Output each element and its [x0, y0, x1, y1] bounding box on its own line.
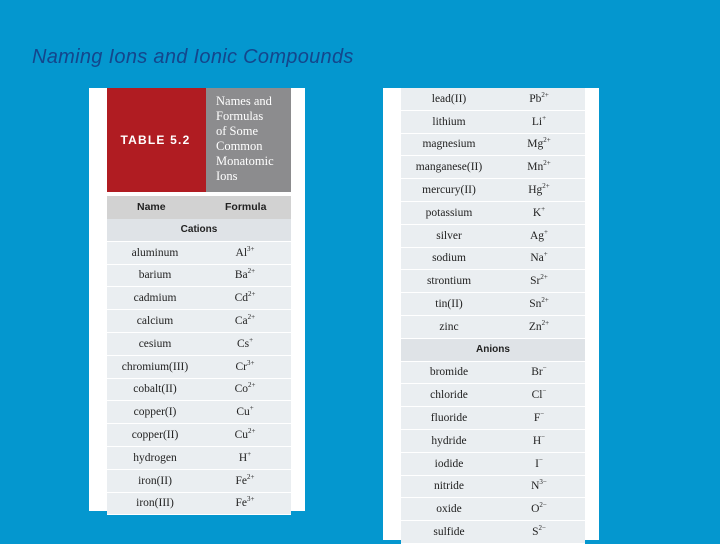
- ion-name: magnesium: [422, 138, 476, 151]
- ion-charge: +: [543, 250, 548, 259]
- table-row: [401, 476, 585, 499]
- table-row: [107, 356, 291, 379]
- ion-formula: K+: [532, 204, 546, 219]
- ion-name: fluoride: [430, 412, 468, 425]
- table-row: [401, 88, 585, 111]
- right-table-body: [401, 88, 585, 544]
- table-row: [401, 453, 585, 476]
- section-header-row: Anions: [401, 339, 585, 362]
- ion-charge: −: [542, 387, 547, 396]
- ion-formula: $Fe^{3+}$: [235, 495, 255, 510]
- ion-formula: Li+: [531, 113, 547, 128]
- table-row: [401, 521, 585, 544]
- ion-name: aluminum: [131, 246, 179, 259]
- table-description-line: Names and: [216, 94, 272, 108]
- table-left-panel: [89, 88, 305, 511]
- ion-charge: +: [249, 404, 254, 413]
- ion-name: strontium: [426, 275, 472, 288]
- column-header-row: [107, 196, 291, 219]
- ion-formula: Cs+: [236, 335, 254, 350]
- ion-name: calcium: [136, 315, 174, 328]
- ion-charge: 2+: [541, 90, 549, 99]
- ion-charge: 2+: [247, 313, 256, 322]
- table-row: [401, 407, 585, 430]
- ion-charge: 2+: [247, 267, 256, 276]
- ion-charge: 2+: [540, 273, 548, 282]
- ion-charge: +: [542, 113, 547, 122]
- ion-name: mercury(II): [422, 184, 476, 197]
- ion-charge: −: [542, 364, 547, 373]
- table-row: [107, 424, 291, 447]
- ion-charge: +: [247, 449, 252, 458]
- ion-charge: +: [544, 227, 548, 236]
- ion-formula: $Al^{3+}$: [235, 244, 255, 259]
- slide-title: Naming Ions and Ionic Compounds: [32, 46, 354, 68]
- ion-charge: 2+: [247, 381, 256, 390]
- ion-name: potassium: [425, 206, 473, 219]
- table-row: [401, 156, 585, 179]
- ion-name: chloride: [430, 389, 468, 402]
- ion-charge: 2+: [541, 318, 550, 327]
- ion-charge: −: [538, 455, 543, 464]
- ion-formula: $Ca^{2+}$: [234, 313, 256, 328]
- ion-charge: 2−: [538, 524, 546, 533]
- ion-formula: $Cd^{2+}$: [234, 290, 256, 305]
- ion-charge: 2+: [247, 427, 256, 436]
- ion-charge: 2−: [539, 501, 547, 510]
- ion-charge: 3+: [247, 495, 255, 504]
- ion-formula: Cu+: [236, 404, 254, 419]
- ion-formula: $Hg^{2+}$: [528, 182, 550, 197]
- ion-name: bromide: [429, 366, 469, 379]
- ion-name: silver: [436, 229, 462, 242]
- ion-formula: $Fe^{2+}$: [235, 472, 255, 487]
- table-row: [401, 430, 585, 453]
- left-table-body: [107, 219, 291, 515]
- ion-charge: 3−: [539, 478, 547, 487]
- ion-name: lead(II): [431, 92, 467, 105]
- ion-formula: $N^{3-}$: [531, 478, 547, 493]
- ion-charge: +: [249, 335, 254, 344]
- table-row: [401, 202, 585, 225]
- table-description: [206, 88, 291, 192]
- ion-name: sodium: [432, 252, 466, 265]
- ion-charge: 3+: [247, 244, 255, 253]
- table-row: [401, 293, 585, 316]
- table-description-line: Monatomic: [216, 154, 274, 168]
- ion-name: hydride: [431, 434, 467, 447]
- column-header-name: Name: [137, 201, 166, 213]
- ion-formula: $Pb^{2+}$: [529, 90, 549, 105]
- ion-formula: H−: [532, 432, 546, 447]
- table-row: [401, 225, 585, 248]
- ion-name: nitride: [433, 480, 465, 493]
- ion-name: manganese(II): [415, 161, 483, 174]
- ion-name: chromium(III): [121, 360, 189, 373]
- table-row: [107, 265, 291, 288]
- ion-formula: Cl−: [531, 387, 547, 402]
- ion-formula: $O^{2-}$: [531, 501, 547, 516]
- table-description-line: Ions: [216, 169, 238, 183]
- ion-formula: F−: [533, 410, 545, 425]
- table-row: [107, 447, 291, 470]
- ion-charge: 2+: [541, 296, 549, 305]
- ion-name: lithium: [432, 115, 466, 128]
- table-row: [107, 287, 291, 310]
- table-row: [107, 310, 291, 333]
- ion-name: cesium: [138, 337, 172, 350]
- ion-charge: 2+: [543, 159, 551, 168]
- ion-name: tin(II): [435, 298, 463, 311]
- table-row: [107, 493, 291, 516]
- ion-formula: $Mn^{2+}$: [527, 159, 551, 174]
- ion-formula: $Ba^{2+}$: [234, 267, 256, 282]
- ion-charge: 2+: [543, 136, 551, 145]
- ion-name: iron(III): [136, 497, 174, 510]
- ion-formula: $Mg^{2+}$: [527, 136, 551, 151]
- table-row: [107, 242, 291, 265]
- ion-formula: $Sr^{2+}$: [530, 273, 548, 288]
- ion-charge: 3+: [247, 358, 255, 367]
- table-row: [401, 179, 585, 202]
- ion-formula: $Cu^{2+}$: [234, 427, 256, 442]
- ion-formula: H+: [238, 449, 252, 464]
- table-row: [401, 316, 585, 339]
- ion-name: barium: [138, 269, 172, 282]
- table-description-line: of Some: [216, 124, 259, 138]
- ion-formula: Ag+: [529, 227, 548, 242]
- table-header: [107, 88, 291, 192]
- table-row: [401, 248, 585, 271]
- ion-name: iron(II): [138, 474, 172, 487]
- ion-charge: +: [541, 204, 546, 213]
- ion-formula: $Sn^{2+}$: [529, 296, 549, 311]
- ion-charge: 2+: [247, 472, 255, 481]
- ion-name: cobalt(II): [133, 383, 177, 396]
- ion-name: copper(II): [131, 429, 179, 442]
- ion-charge: −: [540, 410, 545, 419]
- ion-formula: I−: [535, 455, 543, 470]
- table-row: [107, 379, 291, 402]
- table-row: [401, 270, 585, 293]
- table-row: [107, 470, 291, 493]
- ion-name: cadmium: [133, 292, 177, 305]
- table-description-line: Formulas: [216, 109, 264, 123]
- ion-name: zinc: [439, 320, 459, 333]
- ion-formula: $Cr^{3+}$: [235, 358, 255, 373]
- ion-name: hydrogen: [133, 451, 177, 464]
- table-row: [401, 384, 585, 407]
- ion-formula: $Co^{2+}$: [234, 381, 256, 396]
- ion-name: oxide: [436, 503, 462, 516]
- table-description-line: Common: [216, 139, 263, 153]
- ion-charge: 2+: [542, 182, 550, 191]
- ion-formula: Br−: [531, 364, 547, 379]
- ion-charge: −: [541, 432, 546, 441]
- ion-charge: 2+: [247, 290, 256, 299]
- table-row: [401, 134, 585, 157]
- table-right-panel: [383, 88, 599, 540]
- ion-name: iodide: [434, 457, 464, 470]
- table-row: [107, 333, 291, 356]
- table-row: [401, 362, 585, 385]
- ion-name: sulfide: [433, 526, 465, 539]
- ion-formula: Na+: [530, 250, 548, 265]
- ion-name: copper(I): [133, 406, 177, 419]
- table-row: [107, 401, 291, 424]
- ion-formula: $S^{2-}$: [532, 524, 546, 539]
- column-header-formula: Formula: [225, 201, 267, 213]
- ion-formula: $Zn^{2+}$: [528, 318, 550, 333]
- section-header-row: Cations: [107, 219, 291, 242]
- table-row: [401, 498, 585, 521]
- table-row: [401, 111, 585, 134]
- table-number: TABLE 5.2: [120, 133, 191, 147]
